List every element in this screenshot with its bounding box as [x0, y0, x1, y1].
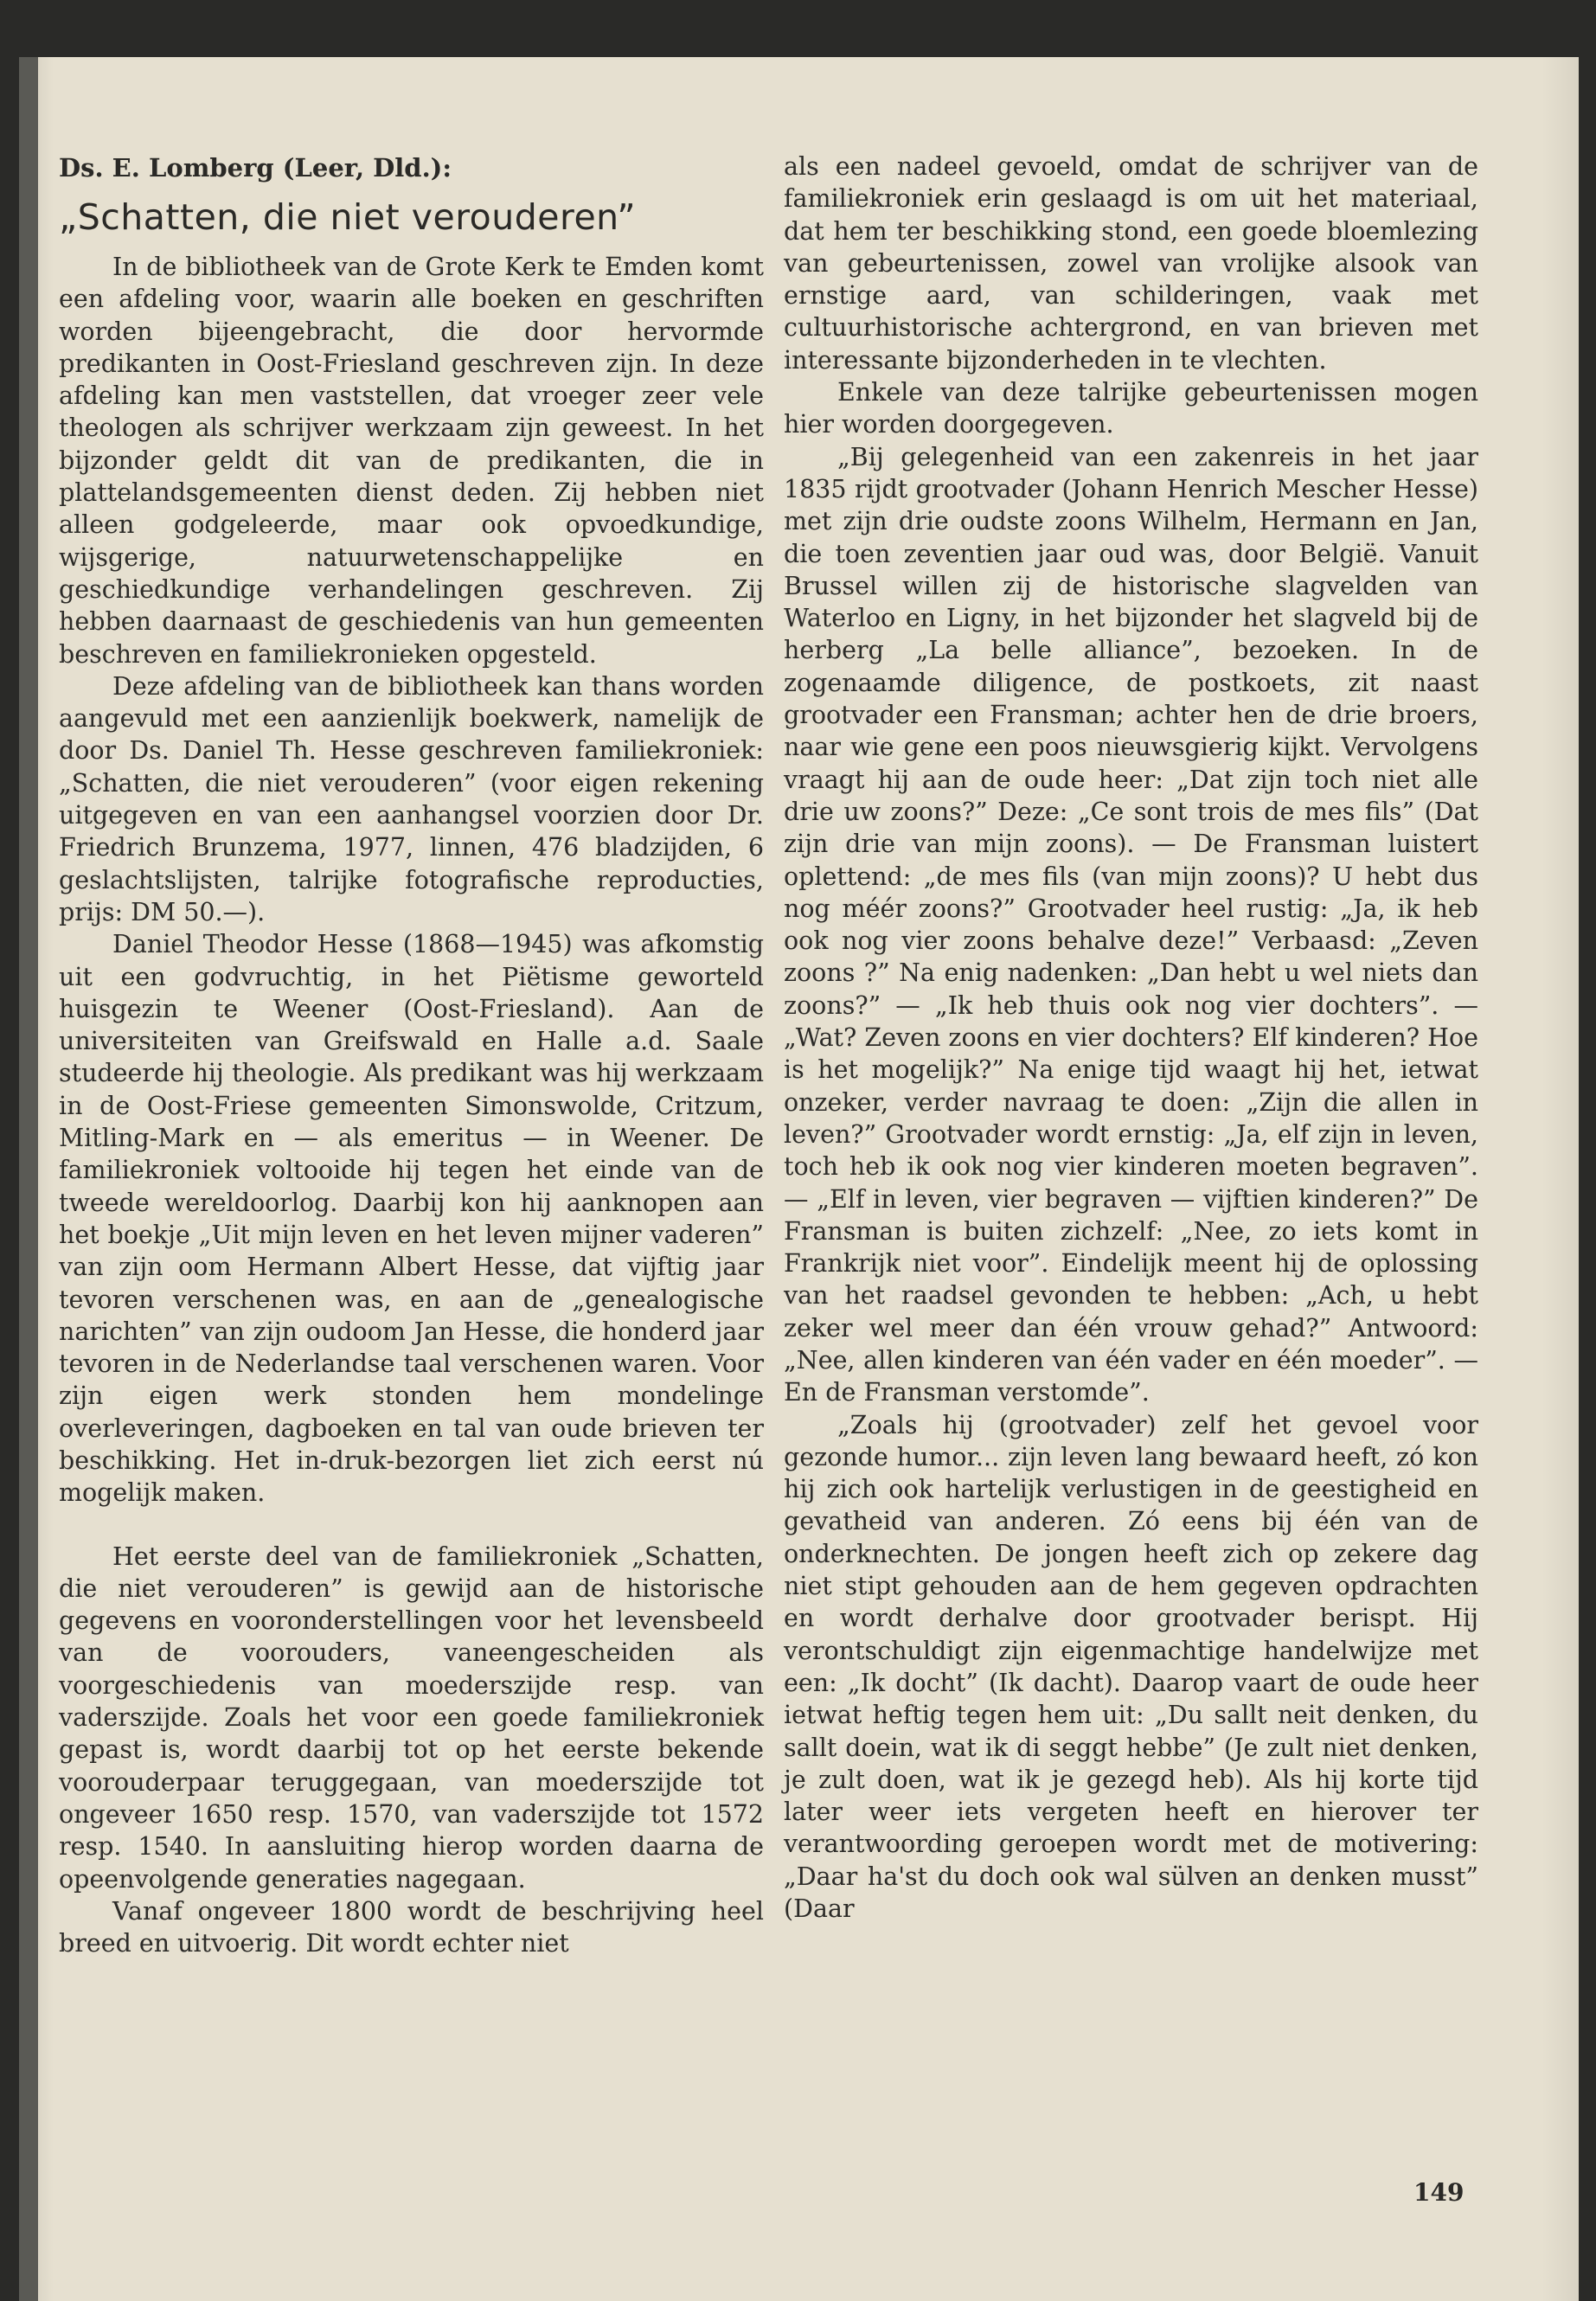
article-title: „Schatten, die niet verouderen” [59, 196, 637, 238]
paragraph: Enkele van deze talrijke gebeurtenissen mogen hier worden doorgegeven. [784, 378, 1478, 439]
paragraph: als een nadeel gevoeld, omdat de schrijver van de familiekroniek erin geslaagd is om uit het materiaal, dat hem ter beschikking stond, een goede bloemlezing van gebeurtenissen, zowel van vrolijke alsook van ernstige aard, van schilderingen, vaak met cultuurhistorische achtergrond, en van brieven met interessante bijzonderheden in te vlechten. [784, 152, 1478, 375]
paragraph: „Zoals hij (grootvader) zelf het gevoel voor gezonde humor... zijn leven lang bewaard heeft, zó kon hij zich ook hartelijk verlustigen in de geestigheid en gevatheid van anderen. Zó eens bij één van de onderknechten. De jongen heeft zich op zekere dag niet stipt gehouden aan de hem gegeven opdrachten en wordt derhalve door grootvader berispt. Hij verontschuldigt zijn eigenmachtige handelwijze met een: „Ik docht” (Ik dacht). Daarop vaart de oude heer ietwat heftig tegen hem uit: „Du sallt neit denken, du sallt doein, wat ik di seggt hebbe” (Je zult niet denken, je zult doen, wat ik je gezegd heb). Als hij korte tijd later weer iets vergeten heeft en hierover ter verantwoording geroepen wordt met de motivering: „Daar ha'st du doch ook wal sülven an denken musst” (Daar [784, 1410, 1478, 1924]
author-byline: Ds. E. Lomberg (Leer, Dld.): [59, 153, 452, 183]
paragraph: In de bibliotheek van de Grote Kerk te Emden komt een afdeling voor, waarin alle boeken en geschriften worden bijeengebracht, die door hervormde predikanten in Oost-Friesland geschreven zijn. In deze afdeling kan men vaststellen, dat vroeger zeer vele theologen als schrijver werkzaam zijn geweest. In het bijzonder geldt dit van de predikanten, die in plattelandsgemeenten dienst deden. Zij hebben niet alleen godgeleerde, maar ook opvoedkundige, wijsgerige, natuurwetenschappelijke en geschiedkundige verhandelingen geschreven. Zij hebben daarnaast de geschiedenis van hun gemeenten beschreven en familiekronieken opgesteld. [59, 253, 764, 669]
paragraph: Deze afdeling van de bibliotheek kan thans worden aangevuld met een aanzienlijk boekwerk, namelijk de door Ds. Daniel Th. Hesse geschreven familiekroniek: „Schatten, die niet verouderen” (voor eigen rekening uitgegeven en van een aanhangsel voorzien door Dr. Friedrich Brunzema, 1977, linnen, 476 bladzijden, 6 geslachtslijsten, talrijke fotografische reproducties, prijs: DM 50.—). [59, 671, 764, 926]
paragraph: Daniel Theodor Hesse (1868—1945) was afkomstig uit een godvruchtig, in het Piëtisme geworteld huisgezin te Weener (Oost-Friesland). Aan de universiteiten van Greifswald en Halle a.d. Saale studeerde hij theologie. Als predikant was hij werkzaam in de Oost-Friese gemeenten Simonswolde, Critzum, Mitling-Mark en — als emeritus — in Weener. De familiekroniek voltooide hij tegen het einde van de tweede wereldoorlog. Daarbij kon hij aanknopen aan het boekje „Uit mijn leven en het leven mijner vaderen” van zijn oom Hermann Albert Hesse, dat vijftig jaar tevoren verschenen was, en aan de „genealogische narichten” van zijn oudoom Jan Hesse, die honderd jaar tevoren in de Nederlandse taal verschenen waren. Voor zijn eigen werk stonden hem mondelinge overleveringen, dagboeken en tal van oude brieven ter beschikking. Het in-druk-bezorgen liet zich eerst nú mogelijk maken. [59, 930, 764, 1508]
paragraph: Vanaf ongeveer 1800 wordt de beschrijving heel breed en uitvoerig. Dit wordt echter niet [59, 1896, 764, 1958]
paragraph: „Bij gelegenheid van een zakenreis in het jaar 1835 rijdt grootvader (Johann Henrich Mescher Hesse) met zijn drie oudste zoons Wilhelm, Hermann en Jan, die toen zeventien jaar oud was, door België. Vanuit Brussel willen zij de historische slagvelden van Waterloo en Ligny, in het bijzonder het slagveld bij de herberg „La belle alliance”, bezoeken. In de zogenaamde diligence, de postkoets, zit naast grootvader een Fransman; achter hen de drie broers, naar wie gene een poos nieuwsgierig kijkt. Vervolgens vraagt hij aan de oude heer: „Dat zijn toch niet alle drie uw zoons?” Deze: „Ce sont trois de mes fils” (Dat zijn drie van mijn zoons). — De Fransman luistert oplettend: „de mes fils (van mijn zoons)? U hebt dus nog méér zoons?” Grootvader heel rustig: „Ja, ik heb ook nog vier zoons behalve deze!” Verbaasd: „Zeven zoons ?” Na enig nadenken: „Dan hebt u wel niets dan zoons?” — „Ik heb thuis ook nog vier dochters”. — „Wat? Zeven zoons en vier dochters? Elf kinderen? Hoe is het mogelijk?” Na enige tijd waagt hij het, ietwat onzeker, verder navraag te doen: „Zijn die allen in leven?” Grootvader wordt ernstig: „Ja, elf zijn in leven, toch heb ik ook nog vier kinderen moeten begraven”. — „Elf in leven, vier begraven — vijftien kinderen?” De Fransman is buiten zichzelf: „Nee, zo iets komt in Frankrijk niet voor”. Eindelijk meent hij de oplossing van het raadsel gevonden te hebben: „Ach, u hebt zeker wel meer dan één vrouw gehad?” Antwoord: „Nee, allen kinderen van één vader en één moeder”. — En de Fransman verstomde”. [784, 442, 1478, 1407]
right-column [784, 151, 1478, 1925]
paragraph: Het eerste deel van de familiekroniek „Schatten, die niet verouderen” is gewijd aan de historische gegevens en vooronderstellingen voor het levensbeeld van de voorouders, vaneengescheiden als voorgeschiedenis van moederszijde resp. van vaderszijde. Zoals het voor een goede familiekroniek gepast is, wordt daarbij tot op het eerste bekende voorouderpaar teruggegaan, van moederszijde tot ongeveer 1650 resp. 1570, van vaderszijde tot 1572 resp. 1540. In aansluiting hierop worden daarna de opeenvolgende generaties nagegaan. [59, 1541, 764, 1894]
left-column [59, 151, 764, 1959]
binding-gutter [19, 57, 38, 2301]
page [19, 57, 1579, 2301]
page-number: 149 [1413, 2178, 1465, 2207]
